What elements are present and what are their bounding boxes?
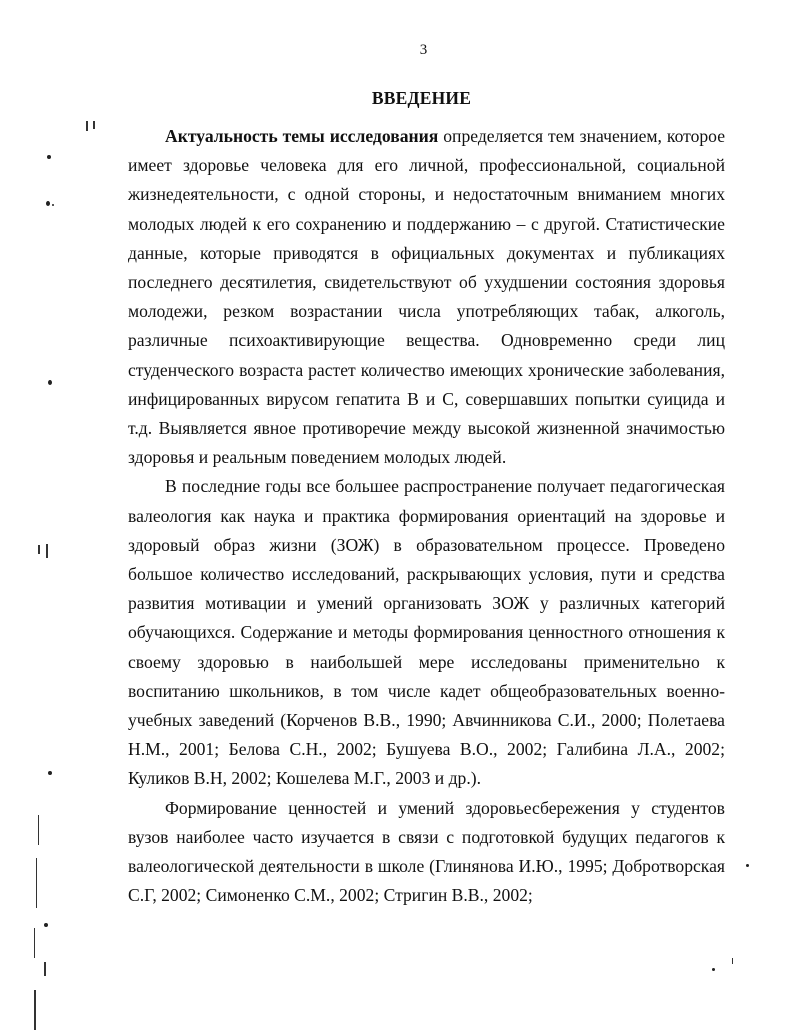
scan-artifact: [46, 201, 50, 206]
scan-artifact: [47, 155, 51, 159]
page-number: 3: [419, 42, 428, 58]
body-text: [128, 122, 725, 910]
paragraph-lead: Актуальность темы исследования: [165, 126, 439, 146]
scan-artifact: [34, 928, 35, 958]
paragraph-relevance: [128, 122, 725, 472]
scan-artifact: [46, 544, 48, 558]
scan-artifact: [746, 864, 749, 867]
paragraph-students: [128, 794, 725, 911]
paragraph-text: В последние годы все большее распространение получает педагогическая валеология как наука и практика формирования ориентаций на здоровье и здоровый образ жизни (ЗОЖ) в образовательном процессе. Проведено большое количество исследований, раскрывающих условия, пути и средства развития мотивации и умений организовать ЗОЖ у различных категорий обучающихся. Содержание и методы формирования ценностного отношения к своему здоровью в наибольшей мере исследованы применительно к воспитанию школьников, в том числе кадет общеобразовательных военно-учебных заведений (Корченов В.В., 1990; Авчинникова С.И., 2000; Полетаева Н.М., 2001; Белова С.Н., 2002; Бушуева В.О., 2002; Галибина Л.А., 2002; Куликов В.Н, 2002; Кошелева М.Г., 2003 и др.).: [128, 476, 725, 789]
scan-artifact: [44, 962, 46, 976]
paragraph-text: Формирование ценностей и умений здоровьесбережения у студентов вузов наиболее часто изучается в связи с подготовкой будущих педагогов к валеологической деятельности в школе (Глинянова И.Ю., 1995; Добротворская С.Г, 2002; Симоненко С.М., 2002; Стригин В.В., 2002;: [128, 797, 725, 906]
scan-artifact: [36, 858, 37, 908]
scan-artifact: [86, 121, 88, 131]
scan-artifact: [712, 968, 715, 971]
paragraph-valeology: [128, 472, 725, 793]
scan-artifact: [44, 923, 48, 927]
section-heading: ВВЕДЕНИЕ: [371, 88, 472, 108]
scan-artifact: [48, 771, 52, 775]
paragraph-text: определяется тем значением, которое имеет здоровье человека для его личной, профессиональной, социальной жизнедеятельности, с одной стороны, и недостаточным вниманием многих молодых людей к его сохранению и поддержанию – с другой. Статистические данные, которые приводятся в официальных документах и публикациях последнего десятилетия, свидетельствуют об ухудшении состояния здоровья молодежи, резком возрастании числа употребляющих табак, алкоголь, различные психоактивирующие вещества. Одновременно среди лиц студенческого возраста растет количество имеющих хронические заболевания, инфицированных вирусом гепатита В и С, совершавших попытки суицида и т.д. Выявляется явное противоречие между высокой жизненной значимостью здоровья и реальным поведением молодых людей.: [128, 126, 726, 468]
scan-artifact: [34, 990, 36, 1030]
scan-artifact: [52, 204, 54, 206]
scan-artifact: [38, 545, 40, 554]
scan-artifact: [48, 380, 52, 385]
scan-artifact: [38, 815, 39, 845]
scan-artifact: [93, 121, 95, 129]
scan-artifact: [732, 958, 733, 964]
